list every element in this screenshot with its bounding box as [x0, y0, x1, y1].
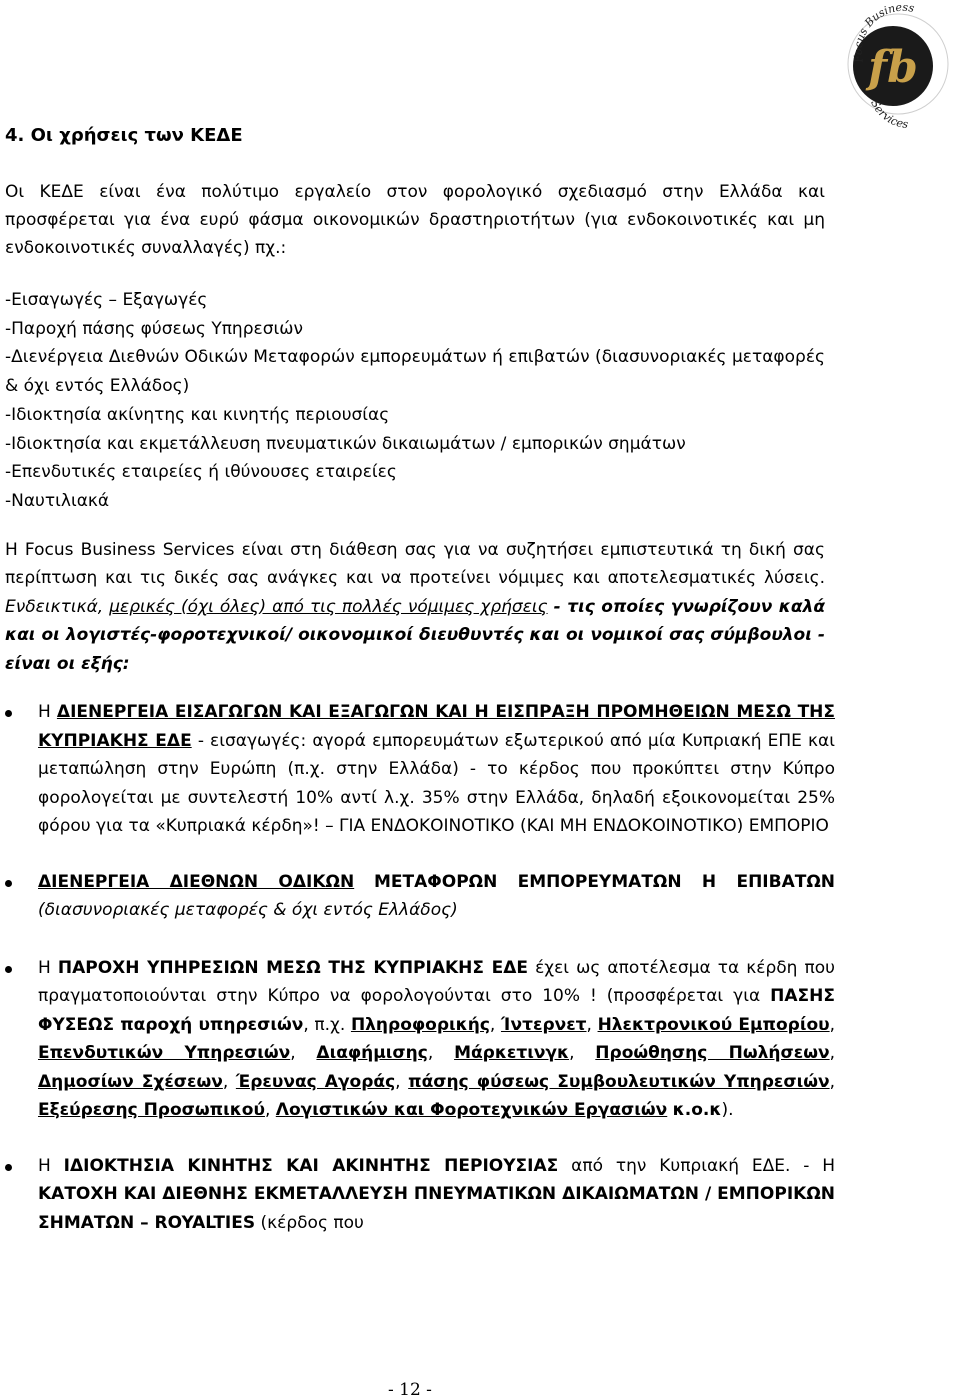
use-item: -Επενδυτικές εταιρείες ή ιθύνουσες εταιρείες — [5, 462, 397, 483]
service-link: Λογιστικών και Φοροτεχνικών Εργασιών — [275, 1100, 668, 1120]
bullet-dot-icon — [5, 1164, 12, 1171]
use-item: -Εισαγωγές – Εξαγωγές — [5, 290, 208, 310]
bullet-bold: ΠΑΣΗΣ ΦΥΣΕΩΣ παροχή υπηρεσιών — [38, 986, 835, 1035]
use-item: -Ιδιοκτησία και εκμετάλλευση πνευματικών δικαιωμάτων / εμπορικών σημάτων — [5, 433, 686, 454]
uses-list — [5, 286, 825, 516]
service-link: Προώθησης Πωλήσεων — [595, 1043, 830, 1063]
bullet-bold: ΚΑΤΟΧΗ ΚΑΙ ΔΙΕΘΝΗΣ ΕΚΜΕΤΑΛΛΕΥΣΗ ΠΝΕΥΜΑΤΙΚΩΝ ΔΙΚΑΙΩΜΑΤΩΝ / ΕΜΠΟΡΙΚΩΝ ΣΗΜΑΤΩΝ – ROYALTIES — [38, 1184, 835, 1233]
bullet-dot-icon — [5, 966, 12, 973]
bullet-text: (κέρδος που — [260, 1212, 364, 1233]
service-link: Ηλεκτρονικού Εμπορίου — [597, 1014, 830, 1035]
bullet-bold-underlined: ΔΙΕΝΕΡΓΕΙΑ ΔΙΕΘΝΩΝ ΟΔΙΚΩΝ — [38, 871, 355, 892]
bullet-transport — [5, 868, 835, 925]
service-link: Επενδυτικών Υπηρεσιών — [38, 1043, 291, 1063]
svg-text:Focus Business: Focus Business — [851, 2, 916, 64]
bullet-bold: κ.ο.κ — [672, 1100, 722, 1120]
bullet-text: , π.χ. — [303, 1014, 346, 1035]
bullet-dot-icon — [5, 880, 12, 887]
service-link: Μάρκετινγκ — [454, 1043, 570, 1063]
intro-paragraph: Οι ΚΕΔΕ είναι ένα πολύτιμο εργαλείο στον φορολογικό σχεδιασμό στην Ελλάδα και προσφέρεται για ένα ευρύ φάσμα οικονομικών δραστηριοτήτων (για ενδοκοινοτικές και μη ενδοκοινοτικές συναλλαγές) πχ.: — [5, 182, 825, 258]
bullet-imports-exports — [5, 698, 835, 841]
bullet-bold: ΜΕΤΑΦΟΡΩΝ ΕΜΠΟΡΕΥΜΑΤΩΝ Η ΕΠΙΒΑΤΩΝ — [374, 871, 836, 892]
use-item: -Ναυτιλιακά — [5, 490, 110, 511]
bullet-text: έχει ως αποτέλεσμα τα κέρδη που πραγματοποιούνται στην Κύπρο να φορολογούνται στο 10% ! (προσφέρεται για — [38, 957, 835, 1006]
bullet-bold: ΙΔΙΟΚΤΗΣΙΑ ΚΙΝΗΤΗΣ ΚΑΙ ΑΚΙΝΗΤΗΣ ΠΕΡΙΟΥΣΙΑΣ — [63, 1155, 559, 1176]
focus-business-services-logo — [843, 2, 959, 130]
bullet-text: ). — [721, 1100, 734, 1120]
bullet-text: - εισαγωγές: αγορά εμπορευμάτων εξωτερικού από μία Κυπριακή ΕΠΕ και μεταπώληση στην Ευρώπη (π.χ. στην Ελλάδα) - το κέρδος που προκύπτει στην Κύπρο φορολογείται με συντελεστή 10% αντί λ.χ. 35% στην Ελλάδα, δηλαδή εξοικονομείται 25% φόρου για τα «Κυπριακά κέρδη»! – ΓΙΑ ΕΝΔΟΚΟΙΝΟΤΙΚΟ (ΚΑΙ ΜΗ ΕΝΔΟΚΟΙΝΟΤΙΚΟ) ΕΜΠΟΡΙΟ — [38, 730, 836, 836]
section-heading: 4. Οι χρήσεις των ΚΕΔΕ — [5, 125, 243, 146]
service-link: Πληροφορικής — [350, 1014, 490, 1035]
bullet-services: Η ΠΑΡΟΧΗ ΥΠΗΡΕΣΙΩΝ ΜΕΣΩ ΤΗΣ ΚΥΠΡΙΑΚΗΣ ΕΔΕ έχει ως αποτέλεσμα τα κέρδη που πραγματοποιούνται στην Κύπρο να φορολογούνται στο 10% ! (προσφέρεται για ΠΑΣΗΣ ΦΥΣΕΩΣ παροχή υπηρεσιών, π.χ. Πληροφορικής, Ίντερνετ, Ηλεκτρονικού Εμπορίου, Επενδυτικών Υπηρεσιών, Διαφήμισης, Μάρκετινγκ, Προώθησης Πωλήσεων, Δημοσίων Σχέσεων, Έρευνας Αγοράς, πάσης φύσεως Συμβουλευτικών Υπηρεσιών, Εξεύρεσης Προσωπικού, Λογιστικών και Φοροτεχνικών Εργασιών κ.ο.κ). — [5, 954, 835, 1125]
use-item: -Διενέργεια Διεθνών Οδικών Μεταφορών εμπορευμάτων ή επιβατών (διασυνοριακές μεταφορές & όχι εντός Ελλάδος) — [5, 347, 825, 397]
bullet-bold-underlined: ΔΙΕΝΕΡΓΕΙΑ ΕΙΣΑΓΩΓΩΝ ΚΑΙ ΕΞΑΓΩΓΩΝ ΚΑΙ Η ΕΙΣΠΡΑΞΗ ΠΡΟΜΗΘΕΙΩΝ ΜΕΣΩ ΤΗΣ ΚΥΠΡΙΑΚΗΣ ΕΔΕ — [38, 702, 836, 751]
bullet-list — [5, 698, 835, 1237]
bullet-text: Η — [38, 702, 51, 722]
page-number: - 12 - — [388, 1380, 432, 1400]
bullet-italic: (διασυνοριακές μεταφορές & όχι εντός Ελλάδος) — [38, 900, 458, 920]
bullet-text: Η — [38, 1155, 51, 1176]
bullet-text: από την Κυπριακή ΕΔΕ. - Η — [571, 1155, 836, 1176]
service-link: Έρευνας Αγοράς — [235, 1071, 396, 1092]
service-link: Διαφήμισης — [316, 1043, 428, 1063]
bullet-text: Η — [38, 957, 51, 978]
closing-paragraph — [5, 536, 825, 678]
closing-italic: Ενδεικτικά, — [5, 596, 104, 617]
service-link: Δημοσίων Σχέσεων — [38, 1071, 223, 1092]
use-item: -Ιδιοκτησία ακίνητης και κινητής περιουσίας — [5, 404, 390, 425]
bullet-bold: ΠΑΡΟΧΗ ΥΠΗΡΕΣΙΩΝ ΜΕΣΩ ΤΗΣ ΚΥΠΡΙΑΚΗΣ ΕΔΕ — [57, 957, 528, 978]
service-link: πάσης φύσεως Συμβουλευτικών Υπηρεσιών — [408, 1071, 830, 1092]
svg-text:Services: Services — [868, 97, 909, 130]
closing-bold-italic: - τις οποίες γνωρίζουν καλά και οι λογιστές-φοροτεχνικοί/ οικονομικοί διευθυντές και οι νομικοί σας σύμβουλοι - είναι οι εξής: — [5, 596, 826, 674]
service-link: Ίντερνετ — [500, 1014, 587, 1035]
service-link: Εξεύρεσης Προσωπικού — [38, 1100, 265, 1120]
bullet-dot-icon — [5, 710, 12, 717]
svg-text:fb: fb — [868, 42, 918, 93]
closing-italic-underlined: μερικές (όχι όλες) από τις πολλές νόμιμες χρήσεις — [109, 596, 548, 617]
closing-text: Η Focus Business Services είναι στη διάθεση σας για να συζητήσει εμπιστευτικά τη δική σας περίπτωση και τις δικές σας ανάγκες και να προτείνει νόμιμες και αποτελεσματικές λύσεις. — [5, 540, 825, 589]
use-item: -Παροχή πάσης φύσεως Υπηρεσιών — [5, 318, 303, 339]
bullet-property — [5, 1152, 835, 1238]
